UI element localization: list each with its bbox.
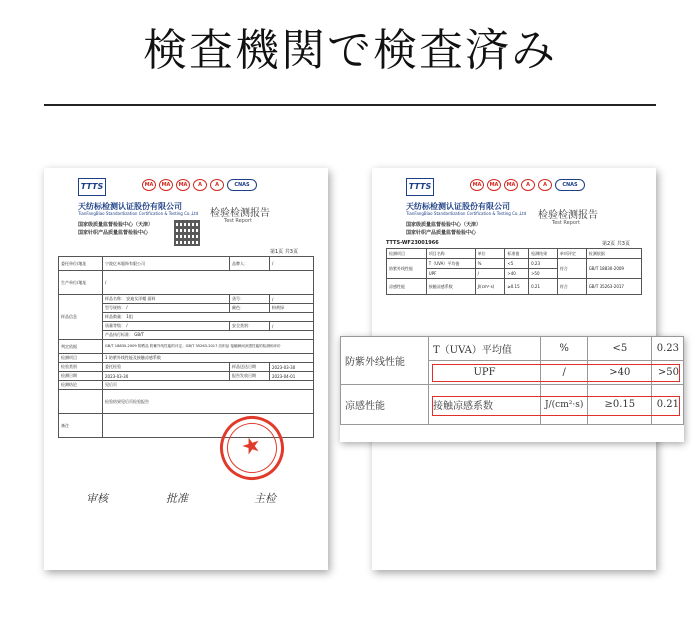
table-row: 防紫外线性能 T（UVA）平均值 % <5 0.23 [341, 337, 684, 361]
center-name-2: 国家针织产品质量监督检验中心 [78, 230, 149, 236]
org-name: 天纺标检测认证股份有限公司 [406, 202, 510, 211]
table-row: 型号规格： / 颜色： 粉黄绿 [59, 304, 314, 313]
page-number: 第1页 共3页 [270, 249, 298, 255]
highlight-upf-row [432, 364, 680, 382]
cal-mark-icon: A [210, 179, 224, 191]
table-row: 凉感性能 接触凉感系数 J/(cm²·s) ≥0.15 0.21 符合 GB/T 35263-2017 [387, 279, 642, 295]
report-number: TTTS-WF23001966 [386, 240, 439, 246]
certification-marks [470, 179, 585, 191]
org-name: 天纺标检测认证股份有限公司 [78, 202, 182, 211]
table-row: 检测结论 见后页 [59, 381, 314, 390]
headline-divider [44, 104, 656, 106]
page-headline: 検査機関で検査済み [143, 25, 557, 76]
table-row: 检测日期 2023-03-30 报告发放日期 2023-04-01 [59, 372, 314, 381]
cma-mark-icon: MA [470, 179, 484, 191]
table-row: 检测项目 1 防紫外线性能及接触凉感系数 [59, 354, 314, 363]
table-row: 凉感性能 接触凉感系数 J/(cm²·s) ≥0.15 0.21 [341, 385, 684, 425]
org-name-en: TianFangBiao Standardization Certification & Testing Co.,Ltd [406, 211, 527, 216]
table-row: 检验类别 委托检验 样品送达日期 2023-03-30 [59, 363, 314, 372]
table-row: 检验结果见后页检验报告 [59, 390, 314, 414]
signature-reviewer: 审核 [86, 492, 108, 505]
center-name-2: 国家针织产品质量监督检验中心 [406, 230, 477, 236]
table-row: 判定依据 GB/T 18830-2009 防晒品 防紫外线性能的评定；GB/T 35263-2017 纺织品 接触瞬间凉感性能的检测和评价 [59, 340, 314, 354]
table-row: 样品信息 样品名称： 安迪女洋帽 面料 货号： / [59, 295, 314, 304]
qr-code-icon [174, 220, 200, 246]
center-name-1: 国家级质量监督检验中心（天津） [406, 222, 482, 228]
table-row: UPF / >40 >50 [387, 269, 642, 279]
page-number: 第2页 共3页 [602, 241, 630, 247]
ttts-logo: TTTS [78, 178, 106, 196]
test-results-table [386, 248, 642, 295]
table-row: UPF / >40 >50 [341, 361, 684, 385]
cma-mark-icon: MA [504, 179, 518, 191]
table-row: 委托单位/地址 宁波亿米服饰有限公司 品牌人： / [59, 257, 314, 271]
org-name-en: TianFangBiao Standardization Certification & Testing Co.,Ltd [78, 211, 199, 216]
cal-mark-icon: A [193, 179, 207, 191]
table-row: 质量等级： / 安全类别： / [59, 322, 314, 331]
signature-approver: 批准 [166, 492, 188, 505]
category-cooling: 凉感性能 [341, 385, 429, 425]
certification-marks [142, 179, 257, 191]
star-icon: ★ [238, 431, 265, 462]
cnas-mark-icon: CNAS [227, 179, 257, 191]
table-row: 产品执行标准： GB/T [59, 331, 314, 340]
report-subtitle: Test Report [552, 220, 581, 226]
cma-mark-icon: MA [159, 179, 173, 191]
report-subtitle: Test Report [224, 218, 253, 224]
cal-mark-icon: A [521, 179, 535, 191]
center-name-1: 国家级质量监督检验中心（天津） [78, 222, 154, 228]
highlight-cooling-row [432, 396, 680, 416]
table-header-row: 检测项目 项目名称 单位 标准值 检测结果 单项评定 检测依据 [387, 249, 642, 259]
results-zoom-callout [340, 336, 684, 442]
cma-mark-icon: MA [176, 179, 190, 191]
report-page-1 [44, 168, 328, 570]
table-row: 防紫外线性能 T（UVA）平均值 % <5 0.23 符合 GB/T 18830-2009 [387, 259, 642, 269]
cnas-mark-icon: CNAS [555, 179, 585, 191]
table-row: 生产单位/地址 / [59, 271, 314, 295]
report-info-table [58, 256, 314, 438]
cal-mark-icon: A [538, 179, 552, 191]
table-row: 备注 [59, 414, 314, 438]
signature-inspector: 主检 [254, 492, 276, 505]
report-title: 检验检测报告 [210, 208, 270, 219]
cma-mark-icon: MA [142, 179, 156, 191]
category-uv: 防紫外线性能 [341, 337, 429, 385]
ttts-logo: TTTS [406, 178, 434, 196]
table-row: 样品数量： 1组 [59, 313, 314, 322]
report-title: 检验检测报告 [538, 210, 598, 221]
cma-mark-icon: MA [487, 179, 501, 191]
